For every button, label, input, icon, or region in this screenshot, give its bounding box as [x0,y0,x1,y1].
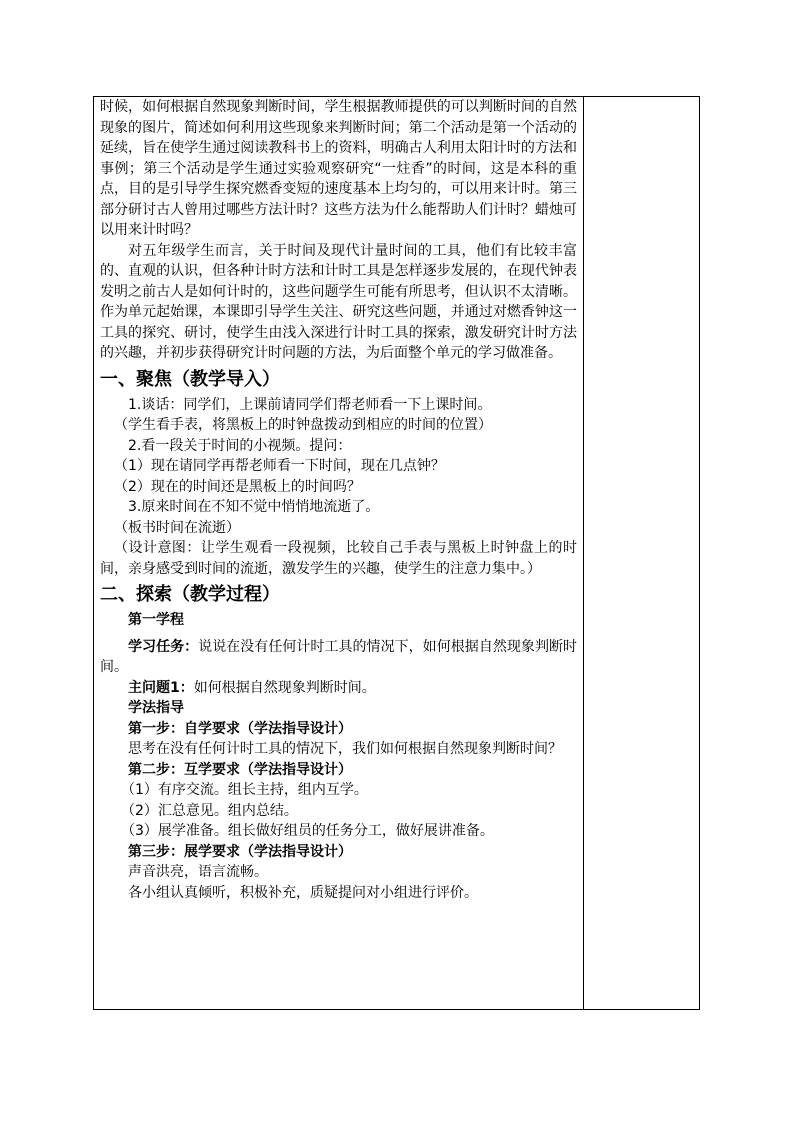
step2-item: （1）有序交流。组长主持，组内互学。 [121,782,368,798]
focus-line: （2）现在的时间还是黑板上的时间吗？ [114,478,361,495]
intro-paragraph: 对五年级学生而言，关于时间及现代计量时间的工具，他们有比较丰富的、直观的认识，但各种计时方法和计时工具是怎样逐步发展的，在现代钟表发明之前古人是如何计时的，这些问题学生可能有所思考，但认识不太清晰。作为单元起始课，本课即引导学生关注、研究这些问题，并通过对燃香钟这一工具的探究、研讨，使学生由浅入深进行计时工具的探索，激发研究计时方法的兴趣，并初步获得研究计时问题的方法，为后面整个单元的学习做准备。 [100,242,577,361]
focus-design-intent: （设计意图：让学生观看一段视频，比较自己手表与黑板上时钟盘上的时间，亲身感受到时间的流逝，激发学生的兴趣，使学生的注意力集中。） [100,540,577,577]
step3-line: 各小组认真倾听，积极补充，质疑提问对小组进行评价。 [128,884,478,901]
learning-task-text: 说说在没有任何计时工具的情况下，如何根据自然现象判断时间。 [100,638,578,675]
step1-text: 思考在没有任何计时工具的情况下，我们如何根据自然现象判断时间？ [128,741,562,757]
intro-paragraph-continued: 时候，如何根据自然现象判断时间，学生根据教师提供的可以判断时间的自然现象的图片，简述如何利用这些现象来判断时间；第二个活动是第一个活动的延续，旨在使学生通过阅读教科书上的资料，明确古人利用太阳计时的方法和事例；第三个活动是学生通过实验观察研究“一炷香”的时间，这是本科的重点，目的是引导学生探究燃香变短的速度基本上均匀的，可以用来计时。第三部分研讨古人曾用过哪些方法计时？这些方法为什么能帮助人们计时？蜡烛可以用来计时吗？ [100,99,577,238]
main-content-cell [94,97,583,1009]
focus-line: 3.原来时间在不知不觉中悄悄地流逝了。 [128,499,380,515]
section-heading-focus: 一、聚焦（教学导入） [100,368,280,390]
main-question [100,678,577,699]
focus-line: （1）现在请同学再帮老师看一下时间，现在几点钟？ [114,458,445,474]
notes-cell [584,97,699,1009]
section-heading-explore: 二、探索（教学过程） [100,584,280,605]
main-question-text: 如何根据自然现象判断时间。 [193,679,376,696]
step2-title: 第二步：互学要求（学法指导设计） [128,761,352,778]
step3-title: 第三步：展学要求（学法指导设计） [128,843,352,860]
step3-line: 声音洪亮，语言流畅。 [128,864,268,880]
lesson-table [93,96,700,1010]
learning-task [100,637,577,678]
learning-task-label: 学习任务： [128,638,199,655]
step2-item: （3）展学准备。组长做好组员的任务分工，做好展讲准备。 [121,823,494,839]
focus-line: （学生看手表，将黑板上的时钟盘拨动到相应的时间的位置） [114,417,492,433]
focus-line: 2.看一段关于时间的小视频。提问： [128,437,352,454]
focus-line: （板书时间在流逝） [114,519,240,536]
focus-line: 1.谈话：同学们，上课前请同学们帮老师看一下上课时间。 [128,396,492,413]
main-question-label: 主问题1： [128,679,194,696]
step1-title: 第一步：自学要求（学法指导设计） [128,720,352,737]
guide-title: 学法指导 [128,700,184,716]
step2-item: （2）汇总意见。组内总结。 [121,802,298,819]
stage-title: 第一学程 [128,612,184,628]
